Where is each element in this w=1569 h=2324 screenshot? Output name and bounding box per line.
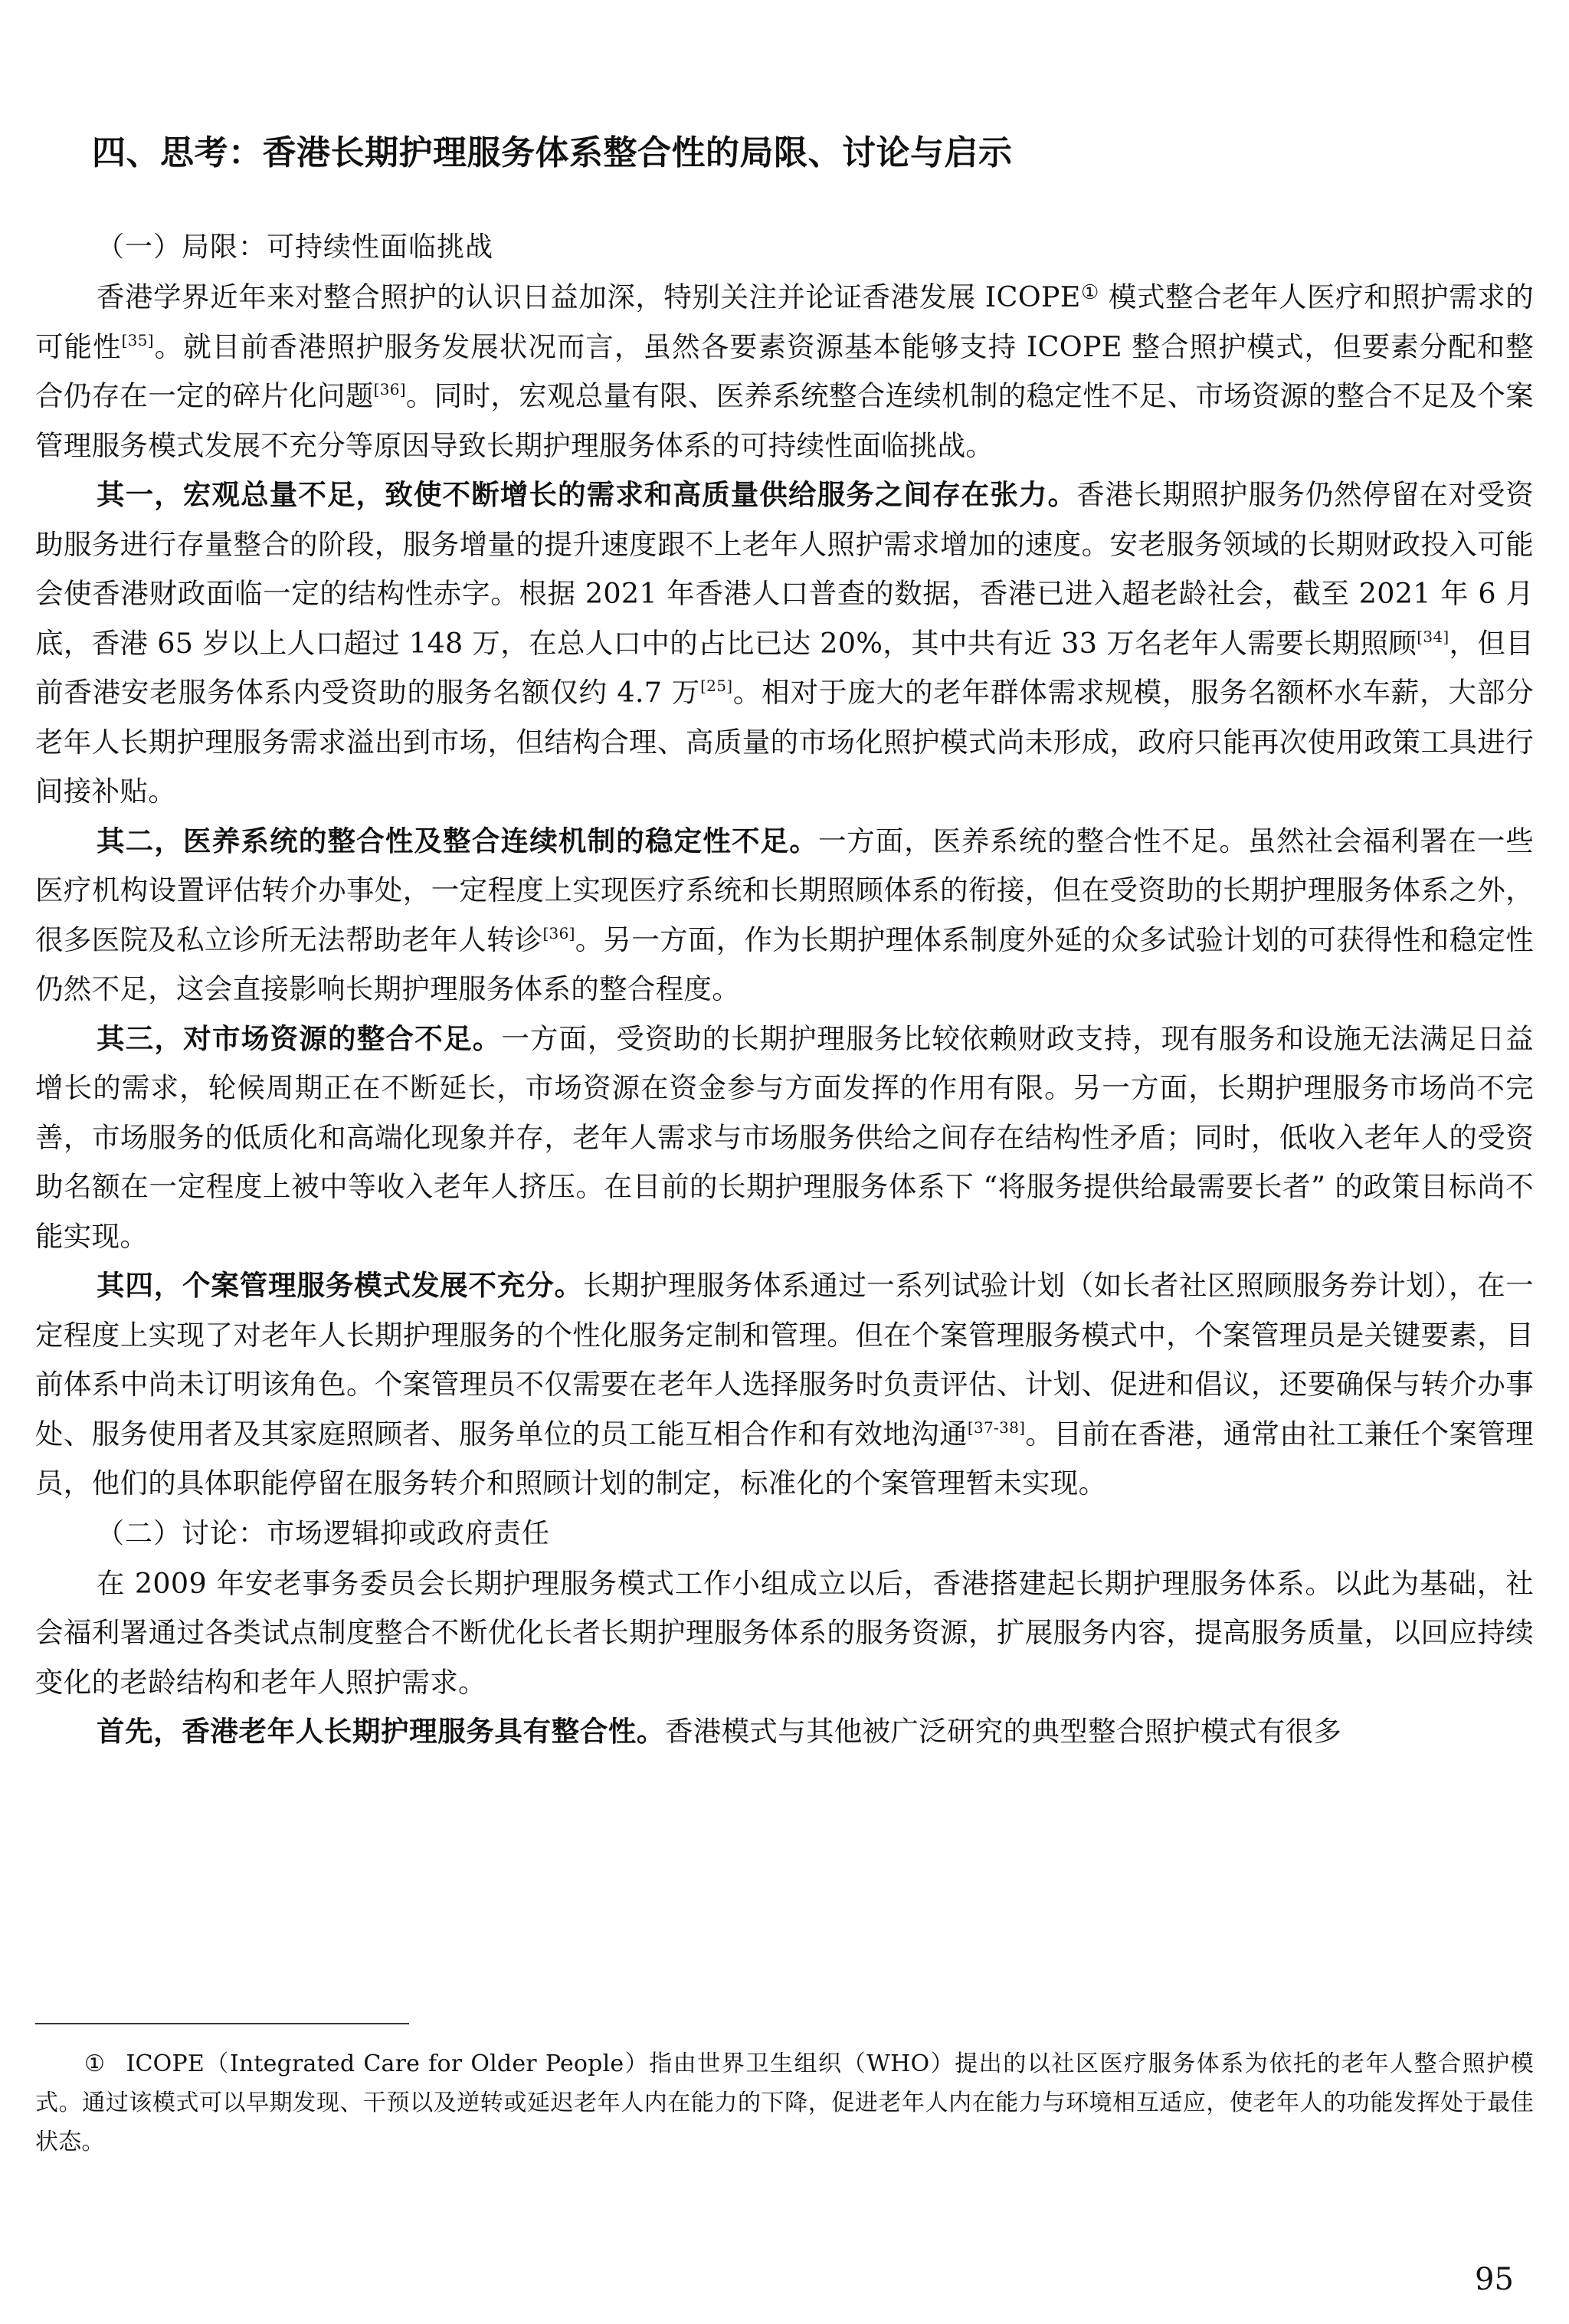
paragraph-point-3: 其三，对市场资源的整合不足。一方面，受资助的长期护理服务比较依赖财政支持，现有服务和设施无法满足日益增长的需求，轮候周期正在不断延长，市场资源在资金参与方面发挥的作用有限。另一方面，长期护理服务市场尚不完善，市场服务的低质化和高端化现象并存，老年人需求与市场服务供给之间存在结构性矛盾；同时，低收入老年人的受资助名额在一定程度上被中等收入老年人挤压。在目前的长期护理服务体系下 “将服务提供给最需要长者” 的政策目标尚不能实现。 xyxy=(35,1021,1534,1253)
footnote xyxy=(35,2044,1534,2162)
subsection-heading-limitations: （一）局限：可持续性面临挑战 xyxy=(97,231,494,263)
paragraph-intro: 香港学界近年来对整合照护的认识日益加深，特别关注并论证香港发展 ICOPE① 模式整合老年人医疗和照护需求的可能性[35]。就目前香港照护服务发展状况而言，虽然各要素资源基本能够支持 ICOPE 整合照护模式，但要素分配和整合仍存在一定的碎片化问题[36]。同时，宏观总量有限、医养系统整合连续机制的稳定性不足、市场资源的整合不足及个案管理服务模式发展不充分等原因导致长期护理服务体系的可持续性面临挑战。 xyxy=(35,280,1535,462)
paragraph-integration: 首先，香港老年人长期护理服务具有整合性。香港模式与其他被广泛研究的典型整合照护模式有很多 xyxy=(97,1715,1342,1748)
footnote-divider xyxy=(35,2023,409,2024)
footnote-text: ICOPE（Integrated Care for Older People）指由世界卫生组织（WHO）提出的以社区医疗服务体系为依托的老年人整合照护模式。通过该模式可以早期发现、干预以及逆转或延迟老年人内在能力的下降，促进老年人内在能力与环境相互适应，使老年人的功能发挥处于最佳状态。 xyxy=(35,2050,1534,2155)
citation: [35] xyxy=(121,330,154,349)
paragraph-lead: 首先，香港老年人长期护理服务具有整合性。 xyxy=(97,1715,665,1748)
article-body xyxy=(35,130,1534,1757)
citation: [36] xyxy=(542,923,575,942)
paragraph-point-1: 其一，宏观总量不足，致使不断增长的需求和高质量供给服务之间存在张力。香港长期照护服务仍然停留在对受资助服务进行存量整合的阶段，服务增量的提升速度跟不上老年人照护需求增加的速度。安老服务领域的长期财政投入可能会使香港财政面临一定的结构性赤字。根据 2021 年香港人口普查的数据，香港已进入超老龄社会，截至 2021 年 6 月底，香港 65 岁以上人口超过 148 万，在总人口中的占比已达 20%，其中共有近 33 万名老年人需要长期照顾[34]，但目前香港安老服务体系内受资助的服务名额仅约 4.7 万[25]。相对于庞大的老年群体需求规模，服务名额杯水车薪，大部分老年人长期护理服务需求溢出到市场，但结构合理、高质量的市场化照护模式尚未形成，政府只能再次使用政策工具进行间接补贴。 xyxy=(35,478,1534,808)
paragraph-lead: 其四，个案管理服务模式发展不充分。 xyxy=(97,1269,583,1302)
subsection-heading-discussion: （二）讨论：市场逻辑抑或政府责任 xyxy=(97,1517,551,1549)
paragraph-lead: 其二，医养系统的整合性及整合连续机制的稳定性不足。 xyxy=(97,824,819,857)
section-title: 四、思考：香港长期护理服务体系整合性的局限、讨论与启示 xyxy=(92,133,1013,172)
footnote-mark: ① xyxy=(84,2050,106,2077)
footnote-reference[interactable]: ① xyxy=(1080,281,1099,304)
paragraph-point-4: 其四，个案管理服务模式发展不充分。长期护理服务体系通过一系列试验计划（如长者社区照顾服务券计划），在一定程度上实现了对老年人长期护理服务的个性化服务定制和管理。但在个案管理服务模式中，个案管理员是关键要素，目前体系中尚未订明该角色。个案管理员不仅需要在老年人选择服务时负责评估、计划、促进和倡议，还要确保与转介办事处、服务使用者及其家庭照顾者、服务单位的员工能互相合作和有效地沟通[37-38]。目前在香港，通常由社工兼任个案管理员，他们的具体职能停留在服务转介和照顾计划的制定，标准化的个案管理暂未实现。 xyxy=(35,1269,1535,1500)
paragraph-point-2: 其二，医养系统的整合性及整合连续机制的稳定性不足。一方面，医养系统的整合性不足。虽然社会福利署在一些医疗机构设置评估转介办事处，一定程度上实现医疗系统和长期照顾体系的衔接，但在受资助的长期护理服务体系之外，很多医院及私立诊所无法帮助老年人转诊[36]。另一方面，作为长期护理体系制度外延的众多试验计划的可获得性和稳定性仍然不足，这会直接影响长期护理服务体系的整合程度。 xyxy=(35,824,1535,1005)
citation: [34] xyxy=(1417,627,1449,646)
page-number: 95 xyxy=(1475,2262,1514,2297)
citation: [37-38] xyxy=(967,1418,1026,1437)
citation: [36] xyxy=(373,380,406,398)
paragraph-lead: 其三，对市场资源的整合不足。 xyxy=(97,1021,502,1055)
paragraph-discussion: 在 2009 年安老事务委员会长期护理服务模式工作小组成立以后，香港搭建起长期护理服务体系。以此为基础，社会福利署通过各类试点制度整合不断优化长者长期护理服务体系的服务资源，扩展服务内容，提高服务质量，以回应持续变化的老龄结构和老年人照护需求。 xyxy=(35,1566,1534,1699)
paragraph-lead: 其一，宏观总量不足，致使不断增长的需求和高质量供给服务之间存在张力。 xyxy=(97,478,1077,511)
citation: [25] xyxy=(700,677,733,695)
